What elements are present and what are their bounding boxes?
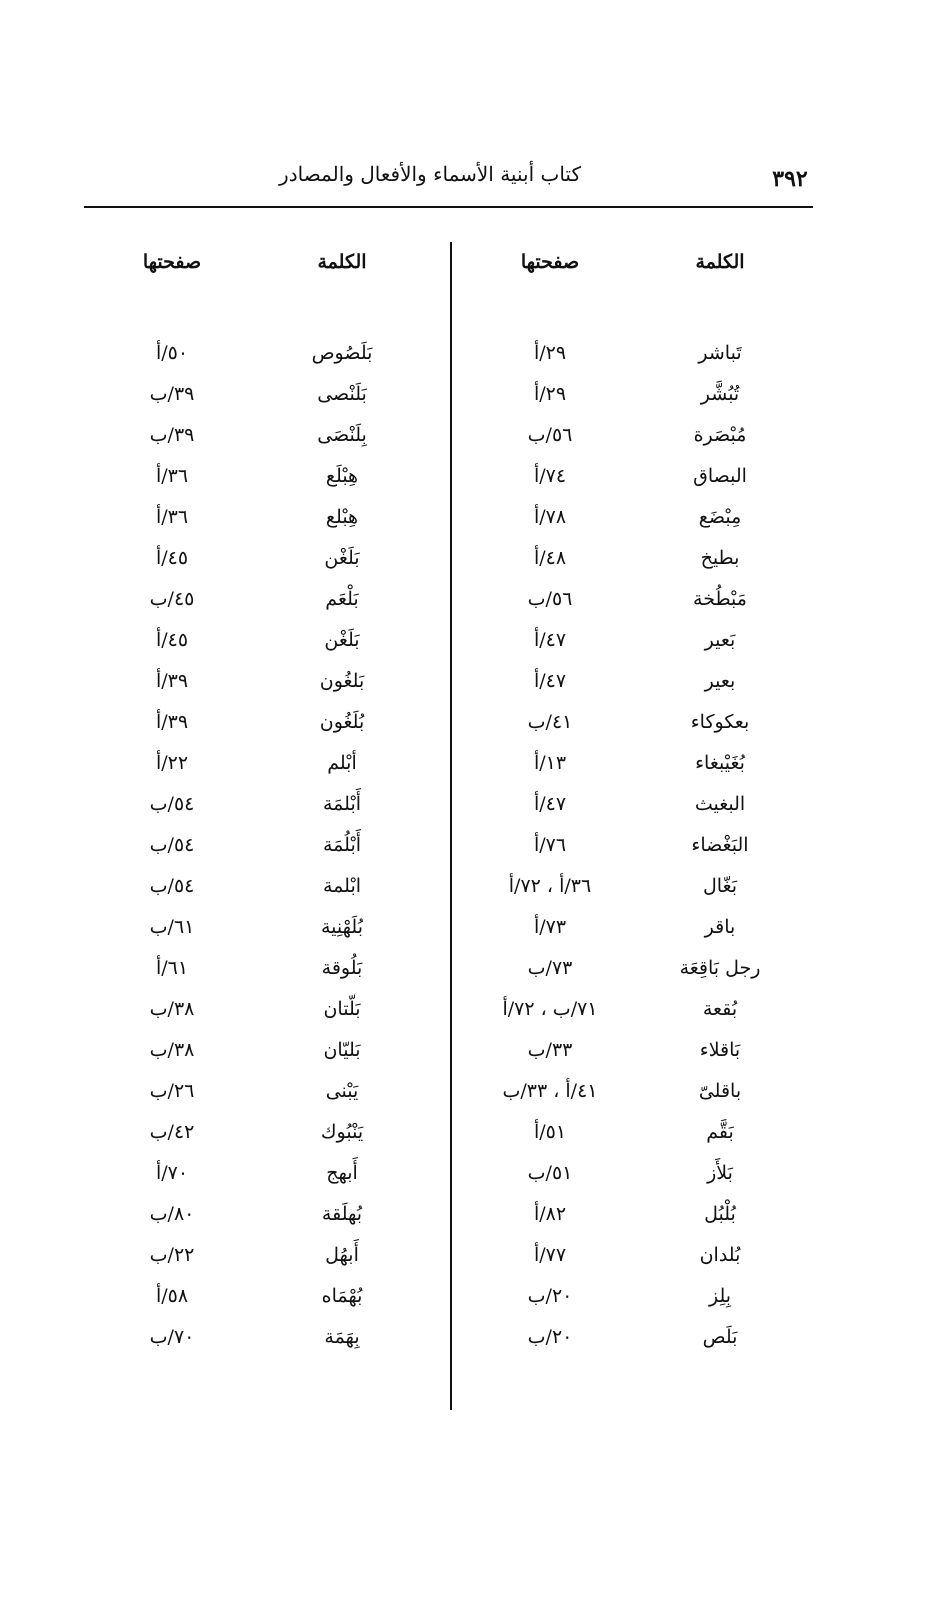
- headword: بَلُوقة: [321, 956, 363, 979]
- headword: بُهلَقة: [321, 1202, 363, 1225]
- index-row: [470, 537, 810, 578]
- index-row: [470, 742, 810, 783]
- headword: بَعير: [704, 628, 736, 651]
- index-row: [470, 1070, 810, 1111]
- page-reference: ٥٠/أ: [155, 341, 189, 364]
- headword: أَبهُل: [325, 1243, 359, 1266]
- index-row: [92, 906, 432, 947]
- page-reference: ٥٨/أ: [155, 1284, 189, 1307]
- page-reference: ٨٢/أ: [533, 1202, 567, 1225]
- headword: بَلَص: [702, 1325, 738, 1348]
- index-row: [470, 701, 810, 742]
- headword: بُلَهْنِية: [321, 915, 363, 938]
- index-row: [92, 332, 432, 373]
- page-reference: ٤٥/أ: [155, 628, 189, 651]
- page-reference: ٤٧/أ: [533, 792, 567, 815]
- index-row: [470, 332, 810, 373]
- right-column-headers: [470, 242, 810, 282]
- index-row: [92, 1029, 432, 1070]
- headword: بَلّتان: [323, 997, 361, 1020]
- left-column: [92, 242, 432, 1357]
- headword: بُلدان: [699, 1243, 741, 1266]
- page-reference: ٥١/أ: [533, 1120, 567, 1143]
- index-row: [470, 414, 810, 455]
- index-row: [92, 1316, 432, 1357]
- running-title: كتاب أبنية الأسماء والأفعال والمصادر: [279, 162, 581, 186]
- headword: البصاق: [693, 464, 747, 487]
- page-reference: ٧٨/أ: [533, 505, 567, 528]
- index-row: [92, 578, 432, 619]
- headword: هِبْلع: [325, 505, 359, 528]
- headword: بُلَغُون: [319, 710, 365, 733]
- page-reference: ٧٣/ب: [527, 956, 573, 979]
- index-row: [92, 496, 432, 537]
- page-reference: ٣٨/ب: [149, 997, 195, 1020]
- page-reference: ٣٨/ب: [149, 1038, 195, 1061]
- headword: بَلأَز: [707, 1161, 733, 1184]
- index-row: [92, 865, 432, 906]
- headword: بَلَصُوص: [311, 341, 373, 364]
- left-column-rows: [92, 332, 432, 1357]
- page-reference: ٤٥/ب: [149, 587, 195, 610]
- headword: بَليّان: [323, 1038, 361, 1061]
- page-reference: ٤٧/أ: [533, 628, 567, 651]
- index-row: [92, 701, 432, 742]
- index-row: [470, 947, 810, 988]
- headword: بَغّال: [702, 874, 738, 897]
- headword: بُغَيْبغاء: [695, 751, 745, 774]
- page-reference: ٤٥/أ: [155, 546, 189, 569]
- index-row: [470, 373, 810, 414]
- page-reference: ٢٠/ب: [527, 1284, 573, 1307]
- page-reference: ٣٩/ب: [149, 382, 195, 405]
- page-reference: ٣٩/ب: [149, 423, 195, 446]
- index-row: [92, 619, 432, 660]
- headword: بَلْعَم: [325, 587, 359, 610]
- page-reference: ٢٦/ب: [149, 1079, 195, 1102]
- headword: مِبْضَع: [698, 505, 742, 528]
- headword: باقلىّ: [698, 1079, 742, 1102]
- page-reference: ٢٩/أ: [533, 341, 567, 364]
- page-reference: ٤٨/أ: [533, 546, 567, 569]
- index-row: [92, 1152, 432, 1193]
- page-reference: ٧١/ب ، ٧٢/أ: [502, 997, 598, 1020]
- page-reference: ٣٦/أ: [155, 464, 189, 487]
- headword: يَبْنى: [325, 1079, 359, 1102]
- page-reference: ٥٦/ب: [527, 587, 573, 610]
- page-reference: ٤٢/ب: [149, 1120, 195, 1143]
- headword: بَاقلاء: [699, 1038, 741, 1061]
- index-row: [470, 1193, 810, 1234]
- headword: البَغْضاء: [691, 833, 749, 856]
- headword: مُبْصَرة: [693, 423, 747, 446]
- headword: مَبْطُخة: [693, 587, 747, 610]
- page-reference: ٣٦/أ: [155, 505, 189, 528]
- index-row: [92, 660, 432, 701]
- page-reference: ٣٣/ب: [527, 1038, 573, 1061]
- index-row: [92, 455, 432, 496]
- index-row: [92, 783, 432, 824]
- headword: بَلَغْن: [324, 628, 360, 651]
- page-reference: ٣٦/أ ، ٧٢/أ: [508, 874, 592, 897]
- headword: بعكوكاء: [690, 710, 750, 733]
- index-row: [92, 1070, 432, 1111]
- word-column-header: الكلمة: [317, 251, 367, 273]
- index-row: [92, 373, 432, 414]
- headword: بِلَنْصَى: [317, 423, 367, 446]
- index-row: [470, 988, 810, 1029]
- index-row: [470, 1152, 810, 1193]
- index-row: [470, 824, 810, 865]
- headword: البغيث: [694, 792, 746, 815]
- index-row: [470, 1234, 810, 1275]
- page-reference: ٢٢/ب: [149, 1243, 195, 1266]
- left-column-headers: [92, 242, 432, 282]
- headword: بِهَمَة: [324, 1325, 360, 1348]
- right-column: [470, 242, 810, 1357]
- headword: أَبهج: [326, 1161, 358, 1184]
- page-reference: ٦١/أ: [155, 956, 189, 979]
- headword: بُلْبُل: [704, 1202, 736, 1225]
- page-reference: ٨٠/ب: [149, 1202, 195, 1225]
- headword: باقر: [704, 915, 736, 938]
- page-number: ٣٩٢: [772, 166, 808, 192]
- index-row: [470, 906, 810, 947]
- page-reference: ٧٦/أ: [533, 833, 567, 856]
- headword: بِلِز: [708, 1284, 732, 1307]
- page-reference: ٣٩/أ: [155, 669, 189, 692]
- index-row: [92, 824, 432, 865]
- header-rule: [84, 206, 813, 208]
- page-reference: ٧٤/أ: [533, 464, 567, 487]
- index-row: [470, 1316, 810, 1357]
- index-row: [470, 578, 810, 619]
- index-row: [470, 1111, 810, 1152]
- page-reference: ٦١/ب: [149, 915, 195, 938]
- page-reference: ٥٦/ب: [527, 423, 573, 446]
- index-row: [470, 1275, 810, 1316]
- index-row: [92, 988, 432, 1029]
- headword: تُبُشَّر: [700, 382, 740, 405]
- word-column-header: الكلمة: [695, 251, 745, 273]
- headword: بَلغُون: [319, 669, 365, 692]
- index-row: [470, 865, 810, 906]
- index-row: [470, 1029, 810, 1070]
- page-reference: ٧٧/أ: [533, 1243, 567, 1266]
- index-row: [470, 619, 810, 660]
- headword: بَلَنْصى: [317, 382, 367, 405]
- right-column-rows: [470, 332, 810, 1357]
- page-reference: ٤٧/أ: [533, 669, 567, 692]
- page-reference: ٧٠/أ: [155, 1161, 189, 1184]
- index-row: [470, 660, 810, 701]
- headword: بعير: [704, 669, 736, 692]
- headword: هِبْلَع: [325, 464, 359, 487]
- page-reference: ٣٩/أ: [155, 710, 189, 733]
- page-reference: ٥٤/ب: [149, 874, 195, 897]
- page-column-header: صفحتها: [142, 251, 202, 273]
- page-reference: ٧٣/أ: [533, 915, 567, 938]
- headword: ابْلمة: [322, 874, 362, 897]
- headword: تَباشر: [698, 341, 742, 364]
- index-row: [92, 414, 432, 455]
- headword: أَبْلُمَة: [322, 833, 362, 856]
- headword: بَلَغْن: [324, 546, 360, 569]
- column-divider: [450, 242, 452, 1410]
- index-row: [92, 742, 432, 783]
- index-row: [470, 496, 810, 537]
- headword: بطيخ: [700, 546, 740, 569]
- index-row: [92, 1234, 432, 1275]
- page-reference: ٢٩/أ: [533, 382, 567, 405]
- headword: بُهْمَاه: [321, 1284, 363, 1307]
- index-row: [92, 1275, 432, 1316]
- headword: بَقَّم: [706, 1120, 734, 1143]
- page-reference: ٤١/ب: [527, 710, 573, 733]
- index-row: [470, 455, 810, 496]
- headword: رجل بَاقِعَة: [679, 956, 761, 979]
- page-reference: ٥٤/ب: [149, 792, 195, 815]
- page-reference: ١٣/أ: [533, 751, 567, 774]
- index-row: [470, 783, 810, 824]
- page-reference: ٥١/ب: [527, 1161, 573, 1184]
- page-reference: ٢٠/ب: [527, 1325, 573, 1348]
- index-row: [92, 1111, 432, 1152]
- headword: أبْلم: [327, 751, 357, 774]
- page-reference: ٢٢/أ: [155, 751, 189, 774]
- headword: يَنْبُوك: [320, 1120, 364, 1143]
- index-row: [92, 1193, 432, 1234]
- page-reference: ٧٠/ب: [149, 1325, 195, 1348]
- index-row: [92, 537, 432, 578]
- page-column-header: صفحتها: [520, 251, 580, 273]
- headword: أَبْلمَة: [322, 792, 362, 815]
- index-row: [92, 947, 432, 988]
- headword: بُقعة: [702, 997, 738, 1020]
- page-reference: ٥٤/ب: [149, 833, 195, 856]
- page-reference: ٤١/أ ، ٣٣/ب: [502, 1079, 598, 1102]
